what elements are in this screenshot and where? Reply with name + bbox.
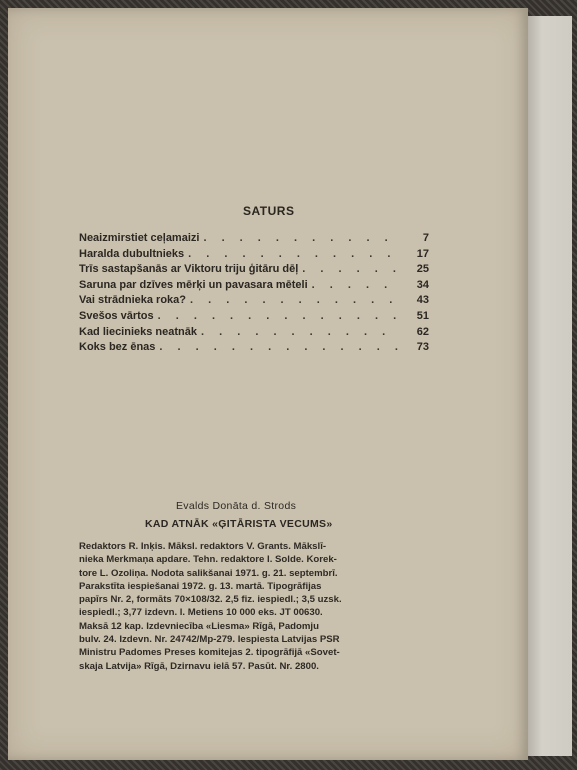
toc-entry <box>79 310 429 326</box>
imprint-line: papīrs Nr. 2, formāts 70×108/32. 2,5 fiz. iespiedl.; 3,5 uzsk. <box>79 594 342 606</box>
toc-entry <box>79 341 429 357</box>
toc-entry-title: Koks bez ēnas <box>79 341 156 354</box>
imprint-line: Maksā 12 kap. Izdevniecība «Liesma» Rīgā, Padomju <box>79 620 319 632</box>
toc-entry-title: Trīs sastapšanās ar Viktoru triju ģitāru dēļ <box>79 263 299 276</box>
imprint-line: Redaktors R. Inķis. Māksl. redaktors V. Grants. Mākslī- <box>79 541 327 552</box>
imprint-line: nieka Merkmaņa apdare. Tehn. redaktore I. Solde. Korek- <box>79 554 337 566</box>
toc-leader-dots <box>159 341 401 353</box>
toc-entry-title: Svešos vārtos <box>79 309 154 322</box>
toc-leader-dots <box>158 310 401 322</box>
imprint-line: iespiedl.; 3,77 izdevn. l. Metiens 10 000 eks. JT 00630. <box>79 607 323 619</box>
toc-entry <box>79 279 429 295</box>
imprint-line: Ministru Padomes Preses komitejas 2. tipogrāfijā «Sovet- <box>79 647 340 659</box>
contents-heading: SATURS <box>243 204 295 218</box>
toc-entry-page: 34 <box>416 278 429 291</box>
toc-entry <box>79 232 429 248</box>
toc-entry-title: Haralda dubultnieks <box>79 247 185 260</box>
toc-entry-page: 51 <box>416 309 429 322</box>
toc-entry-page: 17 <box>416 247 429 260</box>
toc-entry <box>79 263 429 279</box>
toc-entry-page: 62 <box>416 325 429 338</box>
toc-entry <box>79 326 429 342</box>
toc-leader-dots <box>188 248 401 260</box>
toc-entry-page: 25 <box>416 263 429 276</box>
next-page-edge <box>522 16 572 756</box>
toc-leader-dots <box>312 279 401 291</box>
toc-entry <box>79 248 429 264</box>
toc-leader-dots <box>302 263 401 275</box>
toc-entry-page: 7 <box>422 232 429 244</box>
imprint-line: Parakstīta iespiešanai 1972. g. 13. martā. Tipogrāfijas <box>79 580 322 592</box>
imprint-line: skaja Latvija» Rīgā, Dzirnavu ielā 57. Pasūt. Nr. 2800. <box>79 660 319 672</box>
author-name: Evalds Donāta d. Strods <box>176 500 297 512</box>
toc-entry-title: Kad liecinieks neatnāk <box>79 325 197 338</box>
imprint-colophon <box>79 540 431 673</box>
toc-leader-dots <box>201 326 401 338</box>
toc-leader-dots <box>190 294 401 306</box>
imprint-line: tore L. Ozoliņa. Nodota salikšanai 1971. g. 21. septembrī. <box>79 567 338 579</box>
toc-entry <box>79 294 429 310</box>
imprint-line: bulv. 24. Izdevn. Nr. 24742/Mp-279. Iespiesta Latvijas PSR <box>79 634 340 646</box>
toc-entry-title: Vai strādnieka roka? <box>79 294 186 307</box>
table-of-contents <box>79 232 429 357</box>
toc-leader-dots <box>203 232 401 244</box>
toc-entry-page: 43 <box>416 294 429 307</box>
toc-entry-title: Saruna par dzīves mērķi un pavasara mēteli <box>79 278 308 291</box>
toc-entry-title: Neaizmirstiet ceļamaizi <box>79 232 200 244</box>
book-title: KAD ATNĀK «ĢITĀRISTA VECUMS» <box>145 518 333 530</box>
toc-entry-page: 73 <box>416 341 429 354</box>
